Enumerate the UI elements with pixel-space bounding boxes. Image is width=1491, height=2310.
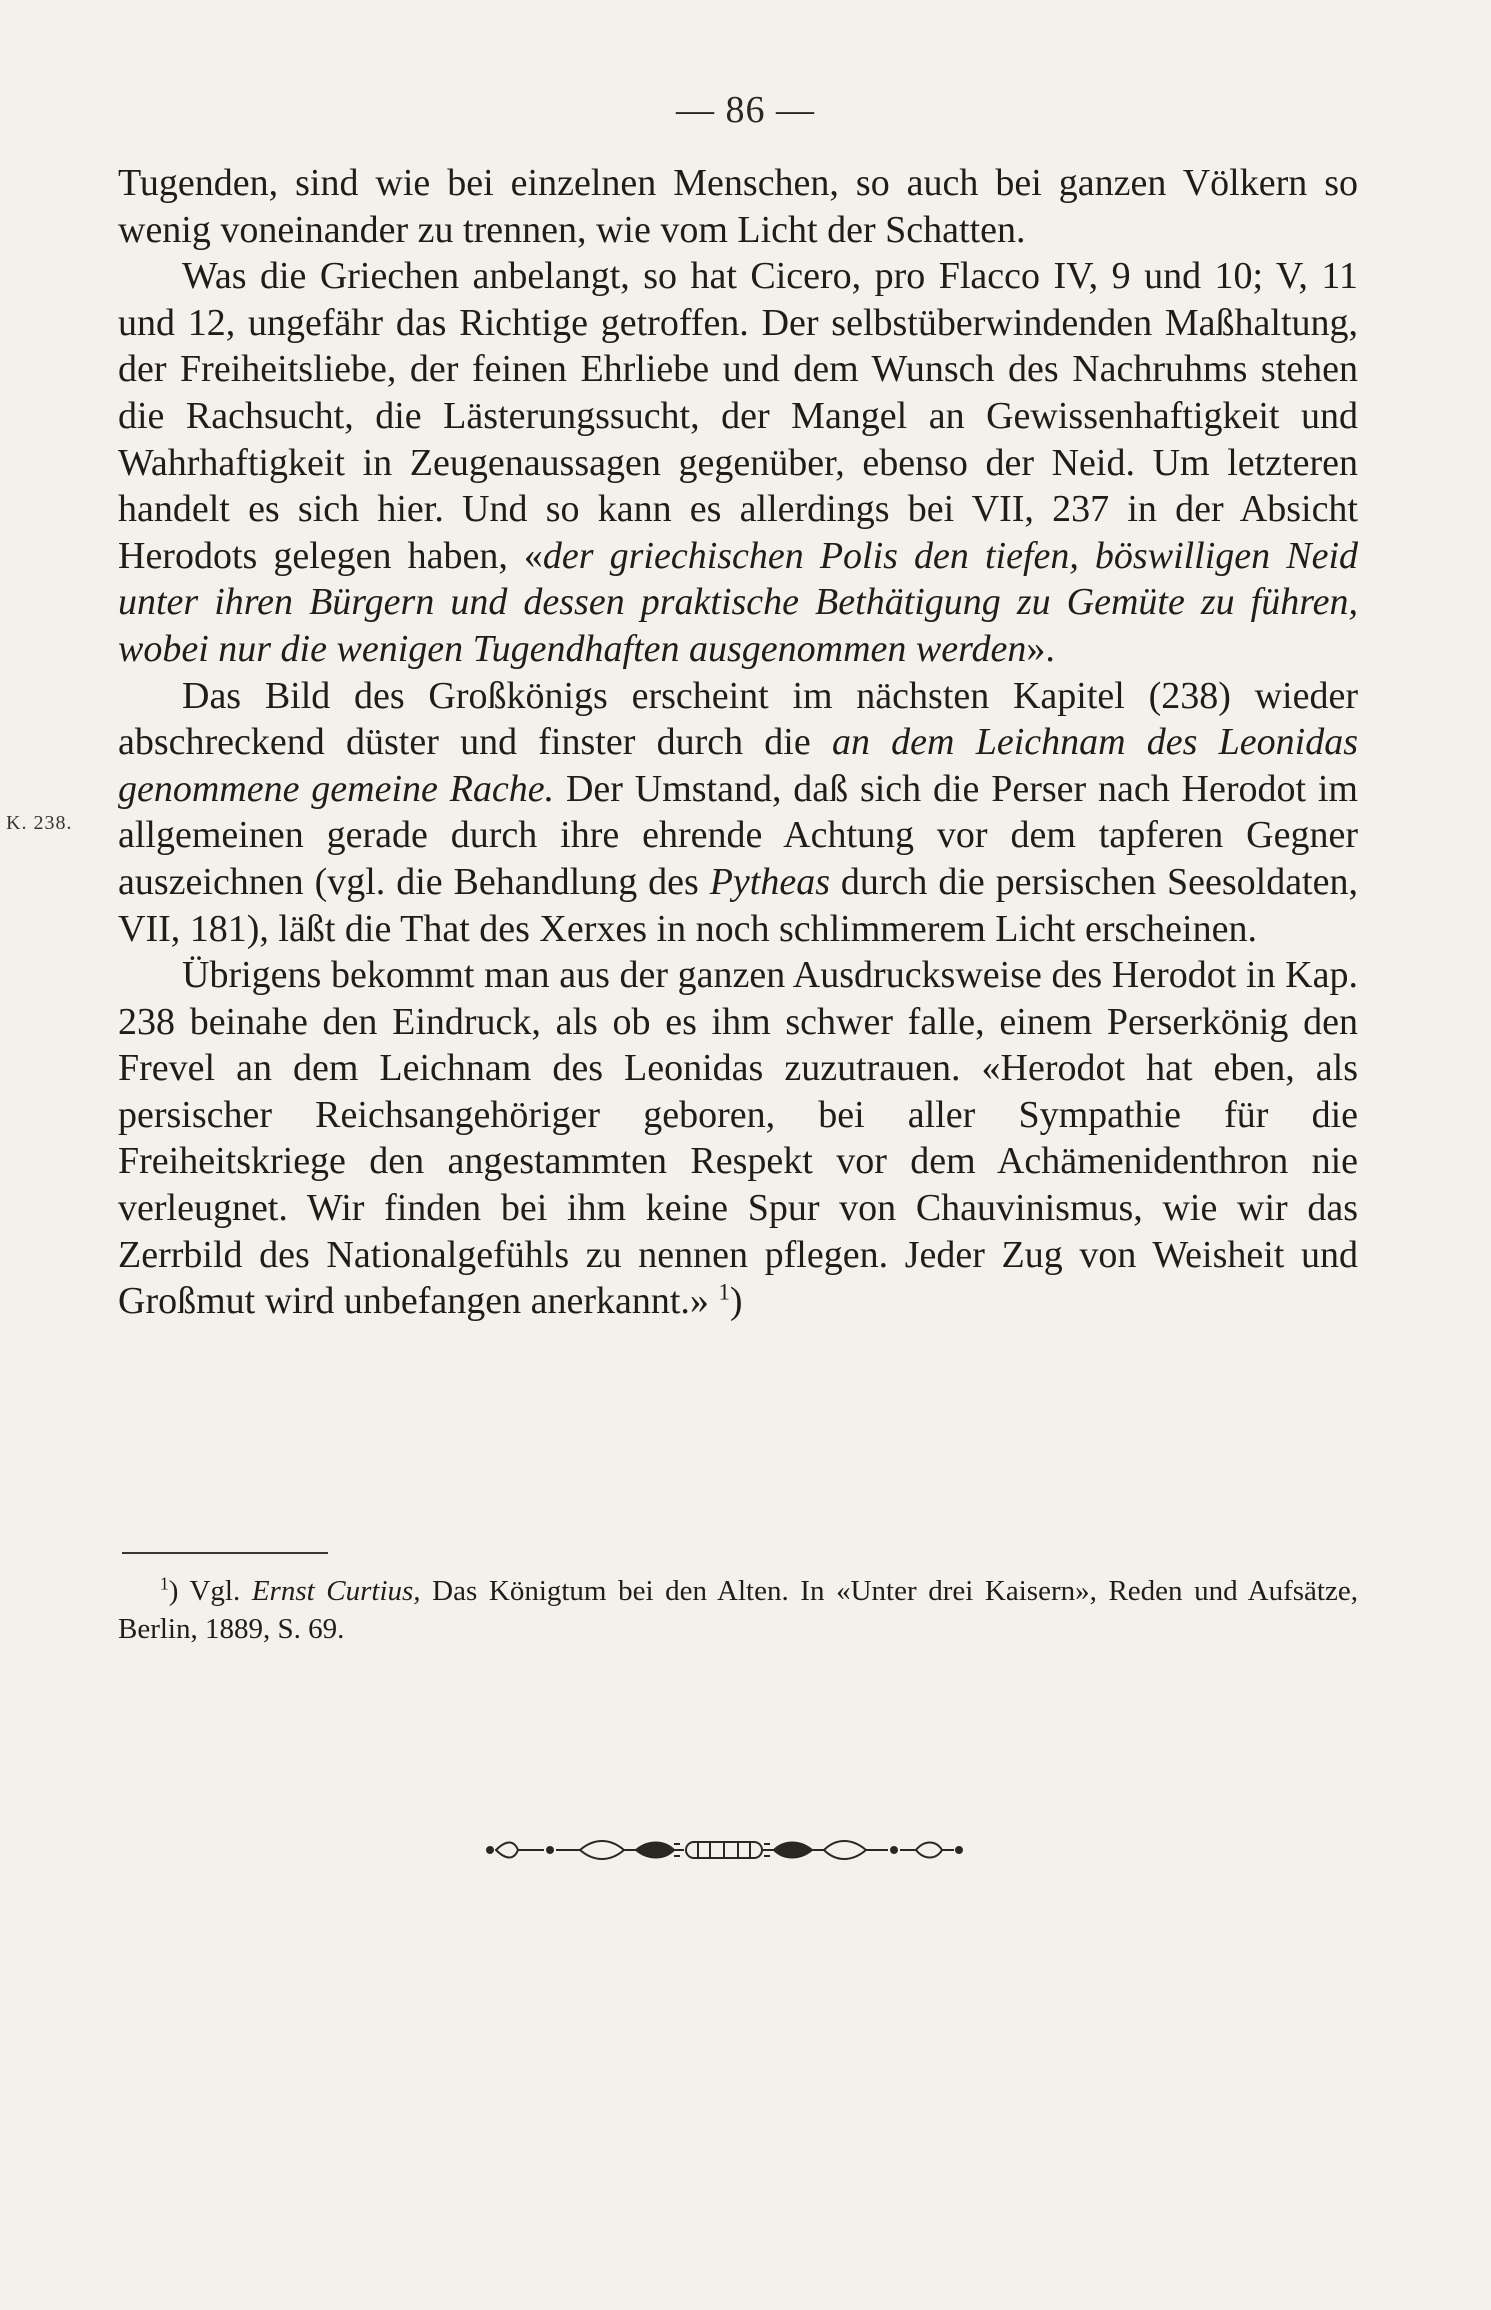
paragraph-text: ) — [729, 1280, 743, 1323]
paragraph-text: Was die Griechen anbelangt, so hat Cicero, pro Flacco IV, 9 und 10; V, 11 und 12, ungefähr das Richtige getroffen. Der selbstüberwindenden Maßhaltung, der Freiheitsliebe, der feinen Ehrliebe und dem Wunsch des Nachruhms stehen die Rachsucht, die Lästerungssucht, der Mangel an Gewissenhaftigkeit und Wahrhaftigkeit in Zeugenaussagen gegenüber, ebenso der Neid. Um letzteren handelt es sich hier. Und so kann es allerdings bei VII, 237 in der Absicht Herodots gelegen haben, « — [118, 255, 1358, 577]
footnote-1 — [118, 1572, 1358, 1648]
paragraph-4 — [118, 952, 1358, 1325]
quoted-italic-text: der griechischen Polis den tiefen, böswilligen Neid unter ihren Bürgern und dessen praktische Bethätigung zu Gemüte zu führen, wobei nur die wenigen Tugendhaften ausgenommen werden — [118, 534, 1358, 670]
footnote-divider — [122, 1552, 328, 1554]
footnote-marker: 1 — [160, 1573, 169, 1594]
paragraph-text: Übrigens bekommt man aus der ganzen Ausdrucksweise des Herodot in Kap. 238 beinahe den Eindruck, als ob es ihm schwer falle, einem Perserkönig den Frevel an dem Leichnam des Leonidas zuzutrauen. «Herodot hat eben, als persischer Reichsangehöriger geboren, bei aller Sympathie für die Freiheitskriege den angestammten Respekt vor dem Achämenidenthron nie verleugnet. Wir finden bei ihm keine Spur von Chauvinismus, wie wir das Zerrbild des Nationalgefühls zu nennen pflegen. Jeder Zug von Weisheit und Großmut wird unbefangen anerkannt.» — [118, 954, 1358, 1323]
decorative-ornament-icon — [484, 1830, 964, 1870]
page-number: — 86 — — [676, 89, 815, 131]
footnote-text: Das Königtum bei den Alten. In «Unter drei Kaisern», Reden und Aufsätze, Berlin, 1889, S. 69. — [118, 1575, 1358, 1645]
footnote-text: ) Vgl. — [168, 1575, 252, 1607]
body-text — [118, 160, 1358, 1325]
footnotes — [118, 1572, 1358, 1648]
italic-phrase: an dem Leichnam des Leonidas genommene gemeine Rache. — [118, 721, 1358, 810]
paragraph-text: durch die persischen Seesoldaten, VII, 181), läßt die That des Xerxes in noch schlimmerem Licht erscheinen. — [118, 860, 1358, 950]
paragraph-text: Der Umstand, daß sich die Perser nach Herodot im allgemeinen gerade durch ihre ehrende Achtung vor dem tapferen Gegner auszeichnen (vgl. die Behandlung des — [118, 767, 1358, 903]
footnote-reference[interactable]: 1 — [718, 1279, 730, 1305]
paragraph-2 — [118, 253, 1358, 672]
margin-note: K. 238. — [6, 812, 73, 834]
italic-name: Pytheas — [709, 860, 830, 903]
paragraph-text: Das Bild des Großkönigs erscheint im nächsten Kapitel (238) wieder abschreckend düster und finster durch die — [118, 674, 1358, 764]
paragraph-3 — [118, 673, 1358, 953]
paragraph-text: ». — [1026, 627, 1055, 670]
footnote-author: Ernst Curtius, — [251, 1575, 421, 1607]
paragraph-1 — [118, 160, 1358, 253]
paragraph-text: Tugenden, sind wie bei einzelnen Menschen, so auch bei ganzen Völkern so wenig voneinander zu trennen, wie vom Licht der Schatten. — [118, 162, 1358, 251]
